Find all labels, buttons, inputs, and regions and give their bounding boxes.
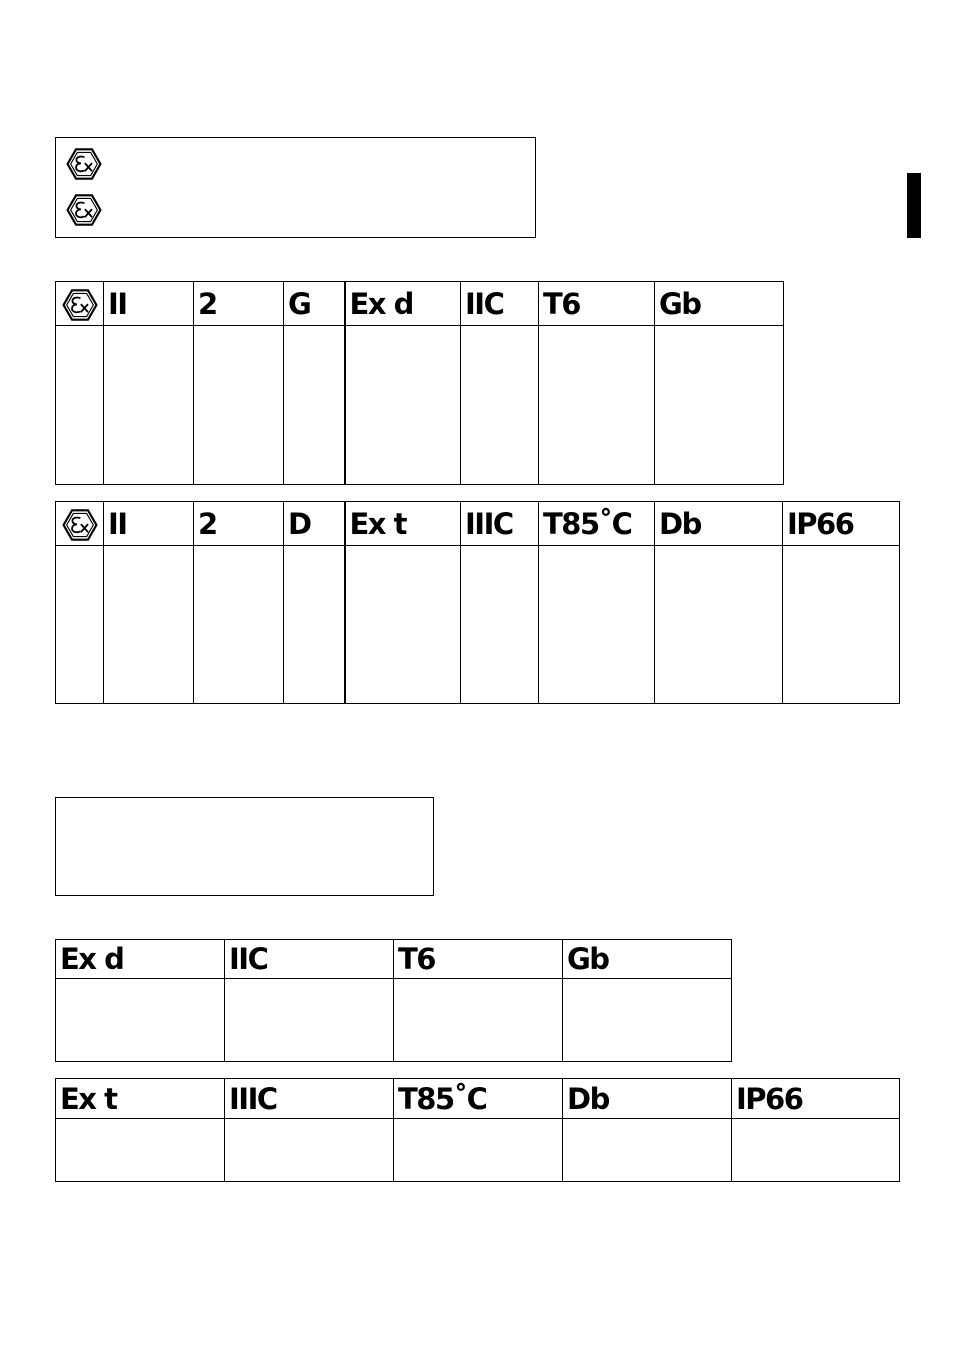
dust-marking-table bbox=[55, 501, 900, 704]
equipment-protection-level: Gb bbox=[655, 282, 784, 326]
table-cell bbox=[539, 326, 655, 485]
table-cell bbox=[56, 546, 104, 704]
table-cell bbox=[655, 326, 784, 485]
table-cell bbox=[563, 1119, 732, 1182]
atmosphere-type: G bbox=[284, 282, 345, 326]
temperature-class: T6 bbox=[394, 940, 563, 979]
table-cell bbox=[345, 326, 461, 485]
dust-group: IIIC bbox=[225, 1079, 394, 1119]
max-surface-temperature: T85˚C bbox=[394, 1079, 563, 1119]
table-cell bbox=[194, 546, 284, 704]
ex-hexagon-icon bbox=[62, 289, 98, 321]
protection-type: Ex t bbox=[345, 502, 461, 546]
table-cell bbox=[225, 979, 394, 1062]
table-cell bbox=[345, 546, 461, 704]
table-cell bbox=[104, 326, 194, 485]
table-cell bbox=[194, 326, 284, 485]
atmosphere-type: D bbox=[284, 502, 345, 546]
iec-dust-marking-table bbox=[55, 1078, 900, 1182]
table-cell bbox=[783, 546, 900, 704]
table-cell bbox=[56, 326, 104, 485]
equipment-category: 2 bbox=[194, 502, 284, 546]
table-cell bbox=[563, 979, 732, 1062]
table-cell bbox=[655, 546, 783, 704]
table-cell bbox=[539, 546, 655, 704]
equipment-group: II bbox=[104, 502, 194, 546]
table-cell bbox=[394, 979, 563, 1062]
ingress-protection: IP66 bbox=[732, 1079, 900, 1119]
temperature-class: T6 bbox=[539, 282, 655, 326]
legend-box bbox=[55, 137, 536, 238]
iec-gas-marking-table bbox=[55, 939, 732, 1062]
table-cell bbox=[284, 546, 345, 704]
gas-group: IIC bbox=[461, 282, 539, 326]
empty-box bbox=[55, 797, 434, 896]
equipment-category: 2 bbox=[194, 282, 284, 326]
ex-symbol-cell bbox=[56, 502, 104, 546]
gas-group: IIC bbox=[225, 940, 394, 979]
protection-type: Ex d bbox=[56, 940, 225, 979]
ex-hexagon-icon bbox=[62, 509, 98, 541]
protection-type: Ex t bbox=[56, 1079, 225, 1119]
ex-hexagon-icon bbox=[66, 194, 102, 226]
table-cell bbox=[461, 326, 539, 485]
section-tab-marker bbox=[907, 173, 921, 238]
equipment-protection-level: Db bbox=[655, 502, 783, 546]
ex-hexagon-icon bbox=[66, 148, 102, 180]
table-cell bbox=[225, 1119, 394, 1182]
table-cell bbox=[461, 546, 539, 704]
table-cell bbox=[56, 979, 225, 1062]
equipment-protection-level: Db bbox=[563, 1079, 732, 1119]
table-cell bbox=[284, 326, 345, 485]
protection-type: Ex d bbox=[345, 282, 461, 326]
equipment-protection-level: Gb bbox=[563, 940, 732, 979]
ingress-protection: IP66 bbox=[783, 502, 900, 546]
table-cell bbox=[732, 1119, 900, 1182]
table-cell bbox=[394, 1119, 563, 1182]
ex-symbol-cell bbox=[56, 282, 104, 326]
table-cell bbox=[104, 546, 194, 704]
max-surface-temperature: T85˚C bbox=[539, 502, 655, 546]
table-cell bbox=[56, 1119, 225, 1182]
dust-group: IIIC bbox=[461, 502, 539, 546]
gas-marking-table bbox=[55, 281, 784, 485]
equipment-group: II bbox=[104, 282, 194, 326]
